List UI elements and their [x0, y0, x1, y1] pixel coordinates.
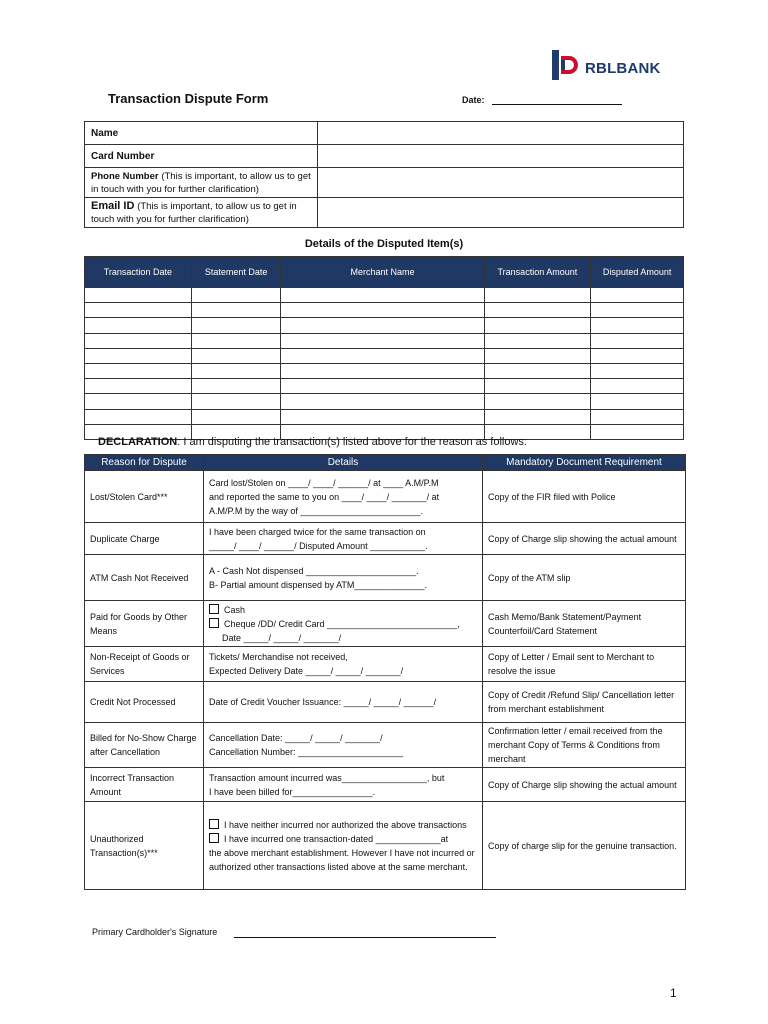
details[interactable]: [204, 555, 483, 601]
email-field[interactable]: [317, 198, 683, 228]
item-cell[interactable]: [191, 394, 281, 409]
reason: Duplicate Charge: [85, 523, 204, 555]
phone-label: Phone Number: [91, 170, 159, 182]
item-cell[interactable]: [591, 303, 684, 318]
details[interactable]: [204, 601, 483, 647]
document: Copy of Charge slip showing the actual amount: [483, 768, 686, 802]
detail-line: A - Cash Not dispensed ______________________.: [209, 565, 419, 576]
item-cell[interactable]: [191, 363, 281, 378]
item-cell[interactable]: [484, 409, 591, 424]
item-cell[interactable]: [591, 363, 684, 378]
date-field[interactable]: [492, 104, 622, 105]
details[interactable]: [204, 802, 483, 890]
table-row: [85, 802, 686, 890]
detail-line: Date of Credit Voucher Issuance: _____/ _____/ ______/: [209, 697, 437, 707]
document: Copy of Credit /Refund Slip/ Cancellation letter from merchant establishment: [483, 682, 686, 723]
email-note: (This is important, to allow us to get in touch with you for further clarification): [91, 200, 297, 225]
item-cell[interactable]: [281, 363, 484, 378]
item-cell[interactable]: [281, 409, 484, 424]
item-cell[interactable]: [191, 348, 281, 363]
disputed-items-table: [84, 256, 684, 440]
item-cell[interactable]: [281, 379, 484, 394]
detail-line: Date _____/ _____/ _______/: [222, 632, 342, 643]
details[interactable]: [204, 647, 483, 682]
document: Confirmation letter / email received from the merchant Copy of Terms & Conditions from merchant: [483, 723, 686, 768]
item-cell[interactable]: [591, 424, 684, 439]
signature-label: Primary Cardholder's Signature: [92, 927, 218, 937]
table-row: [85, 647, 686, 682]
details[interactable]: [204, 523, 483, 555]
page-number: 1: [670, 986, 677, 1000]
form-title: Transaction Dispute Form: [108, 91, 269, 106]
item-cell[interactable]: [281, 394, 484, 409]
cheque-label: Cheque /DD/ Credit Card __________________________,: [224, 618, 460, 629]
detail-line: Cancellation Number: _____________________: [209, 747, 404, 757]
detail-line: the above merchant establishment. However I have not incurred or authorized other transactions listed above at the same merchant.: [209, 847, 475, 872]
document: Copy of Letter / Email sent to Merchant to resolve the issue: [483, 647, 686, 682]
table-row: [85, 768, 686, 802]
item-cell[interactable]: [484, 318, 591, 333]
col-reason: Reason for Dispute: [85, 455, 204, 471]
item-cell[interactable]: [591, 379, 684, 394]
cash-checkbox[interactable]: [209, 604, 219, 614]
disputed-items-title: Details of the Disputed Item(s): [304, 238, 464, 250]
reason: ATM Cash Not Received: [85, 555, 204, 601]
email-label-cell: [85, 198, 318, 228]
card-number-label: Card Number: [85, 145, 318, 168]
card-number-field[interactable]: [317, 145, 683, 168]
document: Cash Memo/Bank Statement/Payment Counterfoil/Card Statement: [483, 601, 686, 647]
rbl-logo-icon: [550, 48, 582, 82]
col-transaction-amount: Transaction Amount: [484, 257, 591, 288]
cheque-checkbox[interactable]: [209, 618, 219, 628]
item-cell[interactable]: [484, 379, 591, 394]
table-row: [85, 348, 684, 363]
item-cell[interactable]: [281, 303, 484, 318]
item-cell[interactable]: [281, 333, 484, 348]
document: Copy of the ATM slip: [483, 555, 686, 601]
item-cell[interactable]: [85, 303, 192, 318]
detail-line: Tickets/ Merchandise not received,: [209, 652, 348, 662]
item-cell[interactable]: [85, 379, 192, 394]
declaration: [98, 436, 527, 448]
item-cell[interactable]: [191, 379, 281, 394]
detail-line: [209, 617, 477, 631]
not-incurred-checkbox[interactable]: [209, 819, 219, 829]
table-row: [85, 333, 684, 348]
detail-line: Cancellation Date: _____/ _____/ _______/: [209, 733, 383, 743]
table-row: [85, 523, 686, 555]
phone-label-cell: [85, 168, 318, 198]
declaration-text: : I am disputing the transaction(s) listed above for the reason as follows:: [177, 436, 527, 448]
phone-field[interactable]: [317, 168, 683, 198]
document: Copy of charge slip for the genuine transaction.: [483, 802, 686, 890]
one-incurred-checkbox[interactable]: [209, 833, 219, 843]
reason: Paid for Goods by Other Means: [85, 601, 204, 647]
detail-line: [209, 603, 477, 617]
table-row: [85, 394, 684, 409]
col-disputed-amount: Disputed Amount: [591, 257, 684, 288]
bank-name: RBLBANK: [585, 60, 661, 77]
item-cell[interactable]: [591, 333, 684, 348]
detail-line: [209, 818, 477, 832]
details[interactable]: [204, 471, 483, 523]
detail-line: and reported the same to you on ____/ ____/ _______/ at: [209, 491, 440, 502]
col-transaction-date: Transaction Date: [85, 257, 192, 288]
table-row: [85, 601, 686, 647]
name-field[interactable]: [317, 122, 683, 145]
detail-line: Expected Delivery Date _____/ _____/ _______/: [209, 666, 404, 676]
item-cell[interactable]: [281, 288, 484, 303]
item-cell[interactable]: [191, 318, 281, 333]
item-cell[interactable]: [484, 363, 591, 378]
col-merchant-name: Merchant Name: [281, 257, 484, 288]
item-cell[interactable]: [591, 394, 684, 409]
item-cell[interactable]: [191, 288, 281, 303]
detail-line: Transaction amount incurred was_________________, but: [209, 772, 445, 783]
reason: Non-Receipt of Goods or Services: [85, 647, 204, 682]
item-cell[interactable]: [191, 303, 281, 318]
table-row: [85, 723, 686, 768]
item-cell[interactable]: [85, 409, 192, 424]
item-cell[interactable]: [591, 409, 684, 424]
cash-label: Cash: [224, 604, 246, 615]
col-details: Details: [204, 455, 483, 471]
details[interactable]: [204, 723, 483, 768]
name-label: Name: [85, 122, 318, 145]
item-cell[interactable]: [484, 288, 591, 303]
detail-line: [209, 832, 477, 846]
rbl-bank-logo: [550, 48, 680, 82]
details[interactable]: [204, 768, 483, 802]
item-cell[interactable]: [591, 348, 684, 363]
detail-line: I have been charged twice for the same transaction on: [209, 526, 426, 537]
customer-details-table: [84, 121, 684, 228]
item-cell[interactable]: [191, 409, 281, 424]
document: Copy of Charge slip showing the actual amount: [483, 523, 686, 555]
reason: Lost/Stolen Card***: [85, 471, 204, 523]
detail-line: Card lost/Stolen on ____/ ____/ ______/ at ____ A.M/P.M: [209, 477, 439, 488]
declaration-label: DECLARATION: [98, 436, 178, 448]
email-label: Email ID: [91, 199, 135, 212]
item-cell[interactable]: [484, 394, 591, 409]
item-cell[interactable]: [281, 348, 484, 363]
detail-line: I have been billed for________________.: [209, 786, 376, 797]
table-row: [85, 471, 686, 523]
item-cell[interactable]: [85, 394, 192, 409]
item-cell[interactable]: [85, 288, 192, 303]
not-incurred-label: I have neither incurred nor authorized the above transactions: [224, 819, 467, 830]
item-cell[interactable]: [191, 333, 281, 348]
item-cell[interactable]: [85, 363, 192, 378]
table-row: [85, 303, 684, 318]
document: Copy of the FIR filed with Police: [483, 471, 686, 523]
table-row: [85, 555, 686, 601]
col-document: Mandatory Document Requirement: [483, 455, 686, 471]
item-cell[interactable]: [85, 333, 192, 348]
table-row: [85, 363, 684, 378]
item-cell[interactable]: [591, 288, 684, 303]
detail-line: B- Partial amount dispensed by ATM______________.: [209, 579, 427, 590]
item-cell[interactable]: [484, 348, 591, 363]
reason: Billed for No-Show Charge after Cancellation: [85, 723, 204, 768]
reason: Unauthorized Transaction(s)***: [85, 802, 204, 890]
phone-note: (This is important, to allow us to get in touch with you for further clarification): [91, 170, 311, 195]
item-cell[interactable]: [85, 318, 192, 333]
table-row: [85, 682, 686, 723]
reasons-table: [84, 454, 686, 890]
details[interactable]: [204, 682, 483, 723]
date-label: Date:: [462, 95, 485, 105]
item-cell[interactable]: [591, 318, 684, 333]
table-row: [85, 409, 684, 424]
detail-line: _____/ ____/ ______/ Disputed Amount ___________.: [209, 540, 428, 551]
table-row: [85, 318, 684, 333]
table-row: [85, 288, 684, 303]
item-cell[interactable]: [281, 318, 484, 333]
col-statement-date: Statement Date: [191, 257, 281, 288]
item-cell[interactable]: [484, 333, 591, 348]
one-incurred-label: I have incurred one transaction-dated _____________at: [224, 833, 449, 844]
signature-field[interactable]: [234, 937, 496, 938]
reason: Incorrect Transaction Amount: [85, 768, 204, 802]
item-cell[interactable]: [85, 348, 192, 363]
table-row: [85, 379, 684, 394]
item-cell[interactable]: [484, 303, 591, 318]
detail-line: A.M/P.M by the way of ________________________.: [209, 505, 424, 516]
reason: Credit Not Processed: [85, 682, 204, 723]
